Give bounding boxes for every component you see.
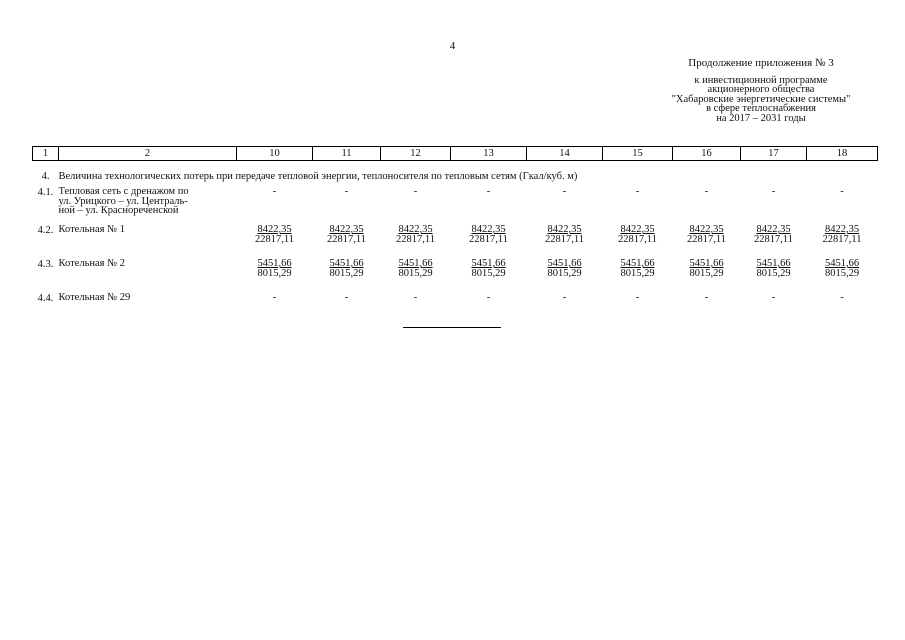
- value-top: 8422,35: [257, 224, 292, 235]
- appendix-line: на 2017 – 2031 годы: [716, 112, 806, 124]
- column-header: 17: [741, 147, 807, 161]
- appendix-line: в сфере теплоснабжения: [706, 103, 816, 114]
- value-top: 8422,35: [471, 224, 506, 235]
- table-row: [33, 225, 878, 259]
- end-of-table-rule: [403, 327, 501, 328]
- value-cell: [451, 225, 527, 259]
- value-cell: [741, 259, 807, 293]
- value-bottom: 8015,29: [257, 268, 292, 279]
- value-top: 5451,66: [756, 258, 791, 269]
- row-name-line: ной – ул. Краснореченской: [58, 205, 179, 216]
- row-number: 4.4.: [37, 293, 54, 304]
- value-cell: -: [704, 292, 709, 303]
- value-cell: -: [635, 292, 640, 303]
- value-cell: -: [486, 292, 491, 303]
- column-header: 13: [451, 147, 527, 161]
- table-row: [33, 293, 878, 307]
- value-cell: [603, 225, 673, 259]
- value-cell: -: [562, 292, 567, 303]
- value-bottom: 8015,29: [620, 268, 655, 279]
- value-cell: -: [272, 186, 277, 197]
- value-cell: -: [344, 186, 349, 197]
- section-number: 4.: [41, 171, 50, 182]
- row-name: Котельная № 1: [58, 224, 125, 235]
- value-top: 8422,35: [689, 224, 724, 235]
- value-cell: -: [840, 186, 844, 197]
- column-header: 15: [603, 147, 673, 161]
- value-bottom: 22817,11: [396, 234, 435, 245]
- value-top: 8422,35: [398, 224, 433, 235]
- value-top: 8422,35: [329, 224, 364, 235]
- row-name-line: Тепловая сеть с дренажом по: [58, 186, 189, 197]
- page-number: 4: [449, 40, 456, 52]
- column-header: 14: [527, 147, 603, 161]
- section-title: Величина технологических потерь при передаче тепловой энергии, теплоносителя по тепловым сетям (Гкал/куб. м): [58, 171, 578, 182]
- appendix-line: к инвестиционной программе: [694, 74, 828, 86]
- value-cell: [527, 225, 603, 259]
- value-bottom: 22817,11: [327, 234, 366, 245]
- row-name: [59, 187, 237, 225]
- value-cell: [603, 259, 673, 293]
- value-cell: [673, 225, 741, 259]
- value-cell: -: [562, 186, 567, 197]
- value-bottom: 22817,11: [469, 234, 508, 245]
- losses-table: [32, 146, 878, 307]
- value-cell: [381, 225, 451, 259]
- value-cell: -: [840, 292, 844, 303]
- value-cell: -: [413, 186, 418, 197]
- value-bottom: 8015,29: [398, 268, 433, 279]
- value-top: 5451,66: [257, 258, 292, 269]
- value-top: 5451,66: [398, 258, 433, 269]
- value-cell: [527, 259, 603, 293]
- value-cell: [673, 259, 741, 293]
- value-cell: [741, 225, 807, 259]
- column-header: 16: [673, 147, 741, 161]
- value-bottom: 8015,29: [471, 268, 506, 279]
- column-header: 10: [237, 147, 313, 161]
- value-bottom: 8015,29: [329, 268, 364, 279]
- appendix-line: акционерного общества: [707, 84, 815, 95]
- value-cell: -: [771, 186, 776, 197]
- appendix-continuation: Продолжение приложения № 3: [688, 57, 834, 69]
- row-name: Котельная № 2: [58, 258, 125, 269]
- value-cell: -: [486, 186, 491, 197]
- value-cell: -: [344, 292, 349, 303]
- value-top: 8422,35: [620, 224, 655, 235]
- value-cell: -: [272, 292, 277, 303]
- value-bottom: 22817,11: [754, 234, 793, 245]
- row-name: Котельная № 29: [58, 292, 131, 303]
- value-top: 5451,66: [471, 258, 506, 269]
- row-number: 4.2.: [37, 225, 54, 236]
- value-cell: [807, 225, 878, 259]
- value-bottom: 8015,29: [824, 268, 860, 279]
- row-number: 4.3.: [37, 259, 54, 270]
- value-cell: [237, 225, 313, 259]
- value-bottom: 22817,11: [687, 234, 726, 245]
- value-cell: -: [635, 186, 640, 197]
- value-cell: [381, 259, 451, 293]
- value-bottom: 8015,29: [547, 268, 582, 279]
- value-cell: -: [704, 186, 709, 197]
- value-top: 5451,66: [689, 258, 724, 269]
- value-cell: [237, 259, 313, 293]
- row-number: 4.1.: [37, 187, 54, 198]
- value-cell: [313, 225, 381, 259]
- column-header: 12: [381, 147, 451, 161]
- value-cell: -: [413, 292, 418, 303]
- column-header: 11: [313, 147, 381, 161]
- appendix-header: [646, 59, 876, 123]
- value-cell: [313, 259, 381, 293]
- column-header: 18: [807, 147, 878, 161]
- column-header: 1: [33, 147, 59, 161]
- section-row: [33, 161, 878, 188]
- value-top: 5451,66: [329, 258, 364, 269]
- table-row: [33, 259, 878, 293]
- value-bottom: 22817,11: [255, 234, 294, 245]
- value-top: 8422,35: [756, 224, 791, 235]
- value-bottom: 22817,11: [822, 234, 862, 245]
- value-top: 5451,66: [620, 258, 655, 269]
- value-cell: [451, 259, 527, 293]
- value-cell: [807, 259, 878, 293]
- value-bottom: 8015,29: [689, 268, 724, 279]
- value-top: 8422,35: [547, 224, 582, 235]
- column-number-row: [33, 147, 878, 161]
- appendix-line: "Хабаровские энергетические системы": [671, 93, 851, 105]
- column-header: 2: [59, 147, 237, 161]
- value-cell: -: [771, 292, 776, 303]
- value-bottom: 22817,11: [545, 234, 584, 245]
- value-bottom: 22817,11: [618, 234, 657, 245]
- value-bottom: 8015,29: [756, 268, 791, 279]
- value-top: 5451,66: [824, 258, 860, 269]
- row-name-line: ул. Урицкого – ул. Централь-: [58, 195, 188, 207]
- table-row: [33, 187, 878, 225]
- value-top: 8422,35: [824, 224, 860, 235]
- value-top: 5451,66: [547, 258, 582, 269]
